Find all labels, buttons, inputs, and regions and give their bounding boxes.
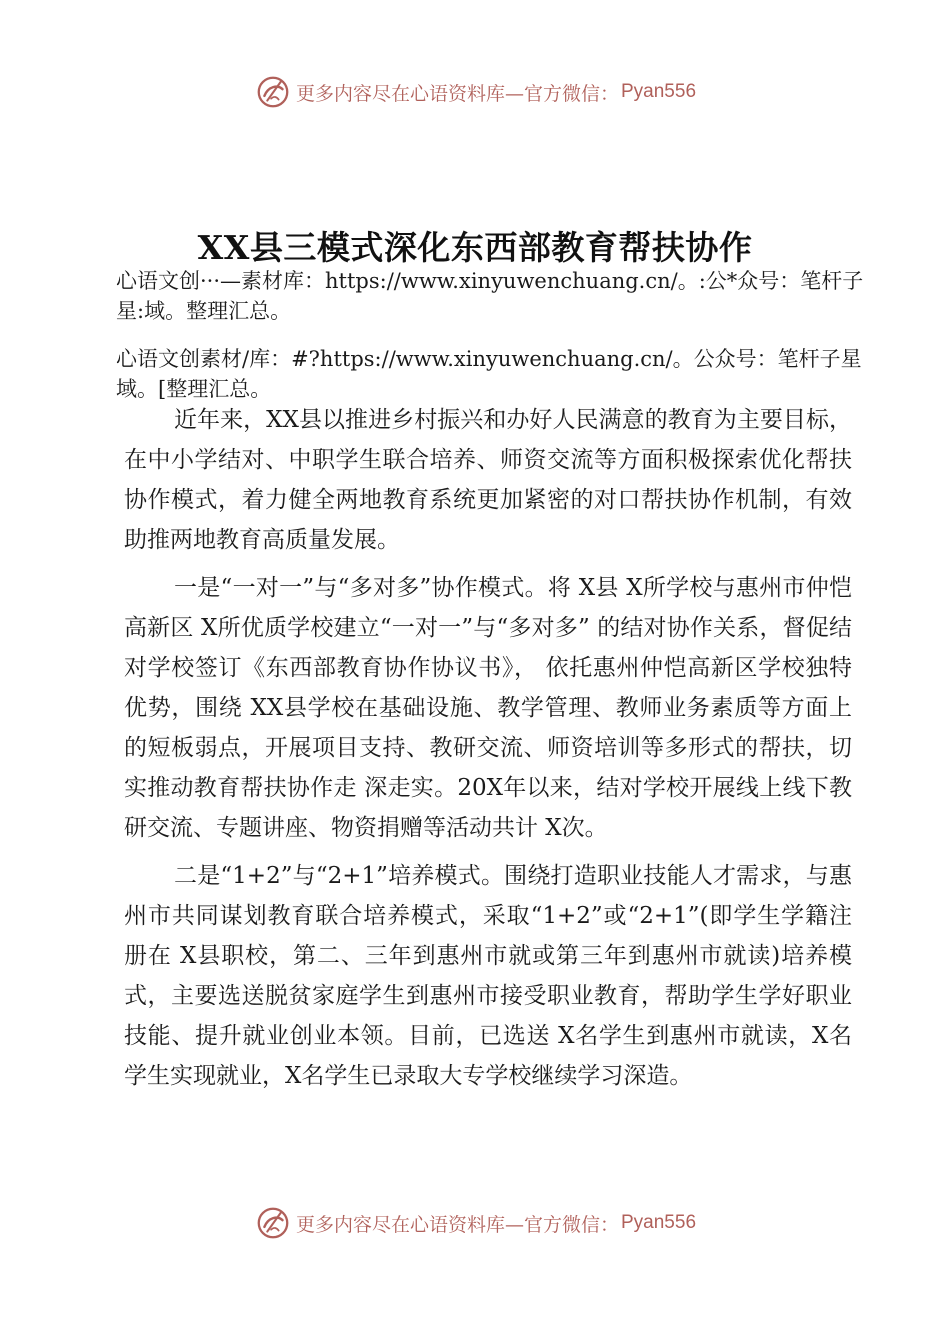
paragraph-two: 二是“1+2”与“2+1”培养模式。围绕打造职业技能人才需求，与惠州市共同谋划教育联合培养模式，采取“1+2”或“2+1”(即学生学籍注册在 X县职校，第二、三年到惠州市就或第三年到惠州市就读)培养模式，主要选送脱贫家庭学生到惠州市接受职业教育，帮助学生学好职业技能、提升就业创业本领。目前，已选送 X名学生到惠州市就读，X名学生实现就业，X名学生已录取大专学校继续学习深造。: [124, 863, 852, 1089]
document-body: [124, 400, 852, 1104]
xinyu-logo-icon: [254, 73, 292, 111]
footer-banner: [0, 1203, 950, 1243]
xinyu-logo-icon: [254, 1204, 292, 1242]
banner-wechat-id: Pyan556: [621, 81, 697, 102]
source-note-2: 心语文创素材/库：#?https://www.xinyuwenchuang.cn/。公众号：笔杆子星域。[整理汇总。: [116, 347, 862, 401]
header-banner: [0, 72, 950, 112]
banner-wechat-id: Pyan556: [621, 1212, 697, 1233]
document-title: XX县三模式深化东西部教育帮扶协作: [197, 228, 753, 267]
paragraph-one: 一是“一对一”与“多对多”协作模式。将 X县 X所学校与惠州市仲恺高新区 X所优质学校建立“一对一”与“多对多” 的结对协作关系，督促结对学校签订《东西部教育协作协议书》， 依托惠州仲恺高新区学校独特优势，围绕 XX县学校在基础设施、教学管理、教师业务素质等方面上的短板弱点，开展项目支持、教研交流、师资培训等多形式的帮扶，切实推动教育帮扶协作走 深走实。20X年以来，结对学校开展线上线下教研交流、专题讲座、物资捐赠等活动共计 X次。: [124, 575, 852, 841]
banner-text: 更多内容尽在心语资料库—官方微信：: [295, 82, 619, 105]
banner-text: 更多内容尽在心语资料库—官方微信：: [295, 1213, 619, 1236]
source-note-1: 心语文创···—素材库：https://www.xinyuwenchuang.cn/。:公*众号：笔杆子星:域。整理汇总。: [116, 269, 864, 323]
paragraph-intro: 近年来，XX县以推进乡村振兴和办好人民满意的教育为主要目标，在中小学结对、中职学生联合培养、师资交流等方面积极探索优化帮扶协作模式，着力健全两地教育系统更加紧密的对口帮扶协作机制，有效助推两地教育高质量发展。: [124, 407, 852, 553]
